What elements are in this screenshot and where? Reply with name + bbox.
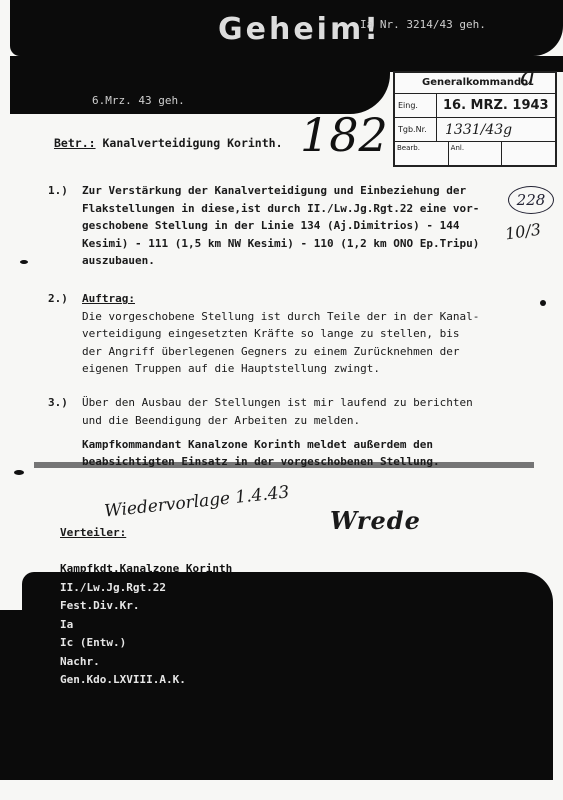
closing-line: Kampfkommandant Kanalzone Korinth meldet außerdem den [82,438,433,451]
paragraph-number: 2.) [48,292,68,305]
distribution-entry: Ic (Entw.) [60,636,127,649]
copy-noise-bottom-left [0,610,40,780]
paragraph-body [82,290,542,378]
signature: Wrede [330,506,421,535]
paragraph-number: 1.) [48,184,68,197]
paragraph-line: geschobene Stellung in der Linie 134 (Aj.Dimitrios) - 144 [82,219,460,232]
distribution-list [60,560,232,690]
paragraph-line: eigenen Truppen auf die Hauptstellung zwingt. [82,362,381,375]
paragraph-line: auszubauen. [82,254,155,267]
distribution-label: Verteiler: [60,526,127,539]
handwritten-note: Wiedervorlage 1.4.43 [103,482,291,522]
distribution-entry: Fest.Div.Kr. [60,599,140,612]
paragraph-line: Zur Verstärkung der Kanalverteidigung und Einbeziehung der [82,184,467,197]
distribution-entry: Gen.Kdo.LXVIII.A.K. [60,673,186,686]
copy-noise-top-right [380,56,563,72]
stamp-eing-date: 16. MRZ. 1943 [443,98,549,113]
stamp-empty-cell [502,142,555,165]
subject-label: Betr.: [54,136,96,150]
handwritten-side-mark: 10/3 [503,219,543,244]
distribution-entry: Kampfkdt.Kanalzone Korinth [60,562,233,575]
paragraph-line: Flakstellungen in diese,ist durch II./Lw.Jg.Rgt.22 eine vor- [82,201,480,215]
reference-number: Ia Nr. 3214/43 geh. [360,18,486,31]
distribution-entry: II./Lw.Jg.Rgt.22 [60,580,166,594]
paragraph-line: Über den Ausbau der Stellungen ist mir laufend zu berichten [82,396,473,409]
paragraph-heading: Auftrag: [82,292,135,305]
subject-line [54,136,283,150]
date-line: 6.Mrz. 43 geh. [92,94,185,107]
paragraph-line: und die Beendigung der Arbeiten zu melden. [82,413,361,427]
stamp-row-tgb [395,118,555,142]
stamp-anl-label: Anl. [449,142,503,165]
paragraph-number: 3.) [48,396,68,409]
copy-speck [20,260,28,264]
stamp-eing-label: Eing. [395,94,437,117]
copy-noise-top-left [10,56,390,114]
circled-number: 228 [508,186,554,214]
distribution-entry: Ia [60,617,74,631]
distribution-entry: Nachr. [60,654,100,668]
paragraph-line: verteidigung eingesetzten Kräfte so lange zu stellen, bis [82,327,460,340]
paragraph-line: Die vorgeschobene Stellung ist durch Teile der in der Kanal- [82,309,480,323]
stamp-row-eing [395,94,555,118]
stamp-tgb-value: 1331/43g [445,121,513,138]
stamp-tgb-label: Tgb.Nr. [395,118,437,141]
handwritten-number: 182 [300,108,388,162]
distribution-title [60,524,126,542]
stamp-bearb-label: Bearb. [395,142,449,165]
handwritten-corner-mark: a [520,62,536,92]
paragraph-body [82,182,542,270]
closing-line: beabsichtigten Einsatz in der vorgeschobenen Stellung. [82,455,440,468]
stamp-row-bearb [395,142,555,165]
paragraph-body [82,394,542,429]
stamp-title: Generalkommando [395,73,555,94]
subject-text: Kanalverteidigung Korinth. [102,136,283,150]
closing-paragraph [82,436,502,470]
classification-mark: Geheim! [218,12,381,47]
copy-speck [14,470,24,475]
paragraph-line: Kesimi) - 111 (1,5 km NW Kesimi) - 110 (1,2 km ONO Ep.Tripu) [82,236,480,250]
paragraph-line: der Angriff überlegenen Gegners zu einem Zurücknehmen der [82,344,460,358]
